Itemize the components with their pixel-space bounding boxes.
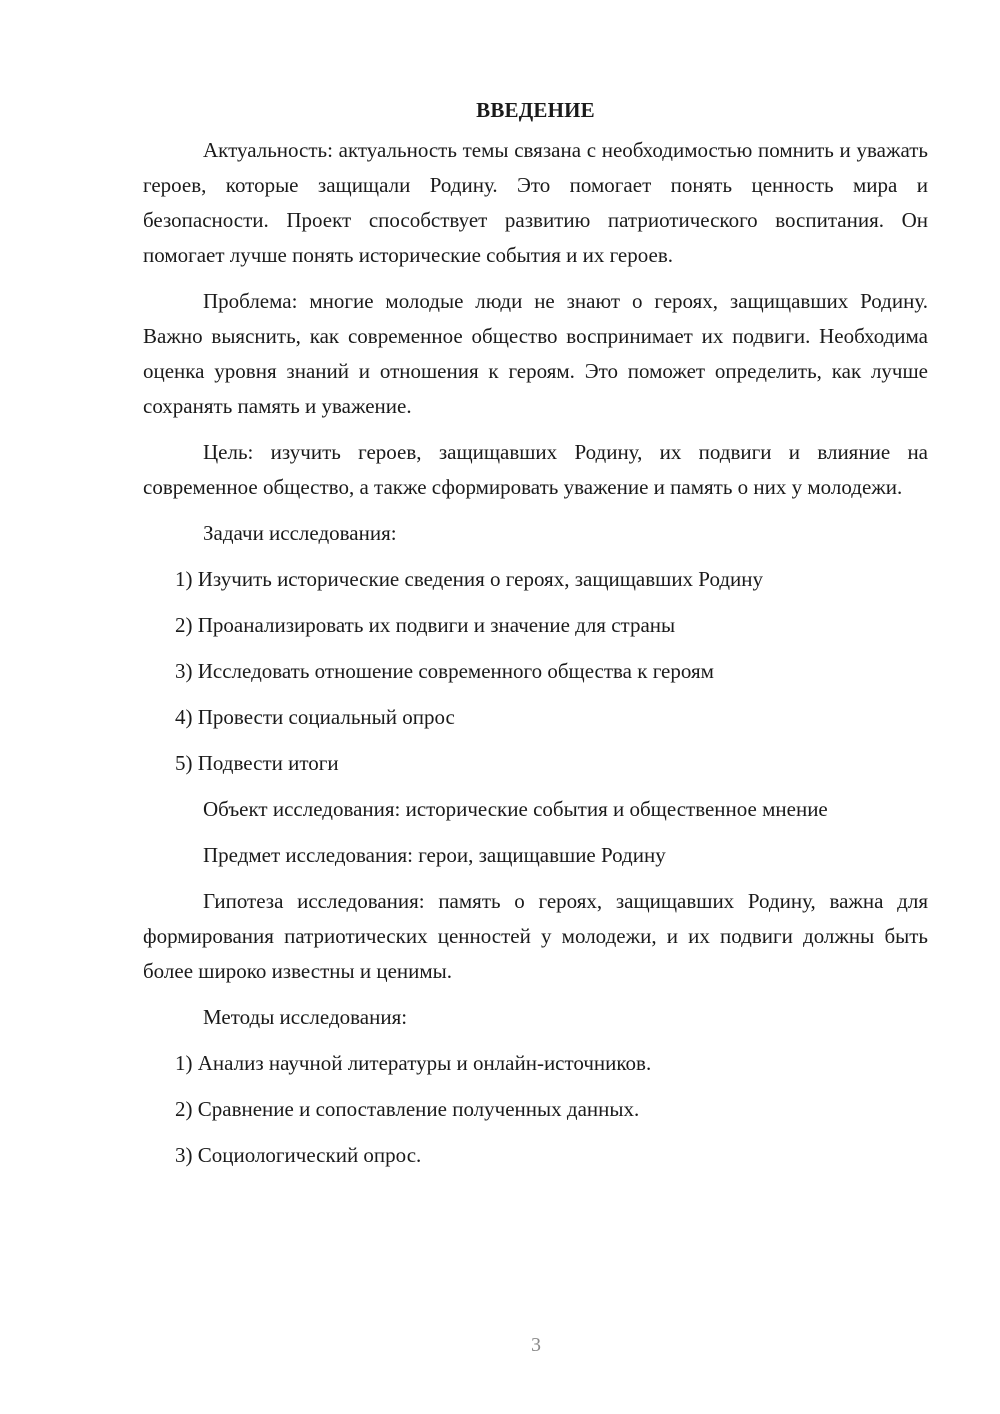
task-item: 3) Исследовать отношение современного общества к героям xyxy=(175,659,714,683)
hypothesis-paragraph: Гипотеза исследования: память о героях, защищавших Родину, важна для формирования патриотических ценностей у молодежи, и их подвиги должны быть более широко известны и ценимы. xyxy=(143,889,928,983)
page-number: 3 xyxy=(531,1334,541,1356)
goal-paragraph: Цель: изучить героев, защищавших Родину, их подвиги и влияние на современное общество, а также сформировать уважение и память о них у молодежи. xyxy=(143,440,928,499)
task-item: 4) Провести социальный опрос xyxy=(175,705,455,729)
problem-paragraph: Проблема: многие молодые люди не знают о героях, защищавших Родину. Важно выяснить, как современное общество воспринимает их подвиги. Необходима оценка уровня знаний и отношения к героям. Это поможет определить, как лучше сохранять память и уважение. xyxy=(143,289,928,418)
page-content xyxy=(143,92,928,1184)
task-item: 5) Подвести итоги xyxy=(175,751,339,775)
method-item: 2) Сравнение и сопоставление полученных данных. xyxy=(175,1097,640,1121)
method-item: 1) Анализ научной литературы и онлайн-источников. xyxy=(175,1051,652,1075)
subject-paragraph: Предмет исследования: герои, защищавшие Родину xyxy=(203,843,666,867)
method-item: 3) Социологический опрос. xyxy=(175,1143,422,1167)
relevance-paragraph: Актуальность: актуальность темы связана с необходимостью помнить и уважать героев, которые защищали Родину. Это помогает понять ценность мира и безопасности. Проект способствует развитию патриотического воспитания. Он помогает лучше понять исторические события и их героев. xyxy=(143,138,928,267)
section-heading: ВВЕДЕНИЕ xyxy=(476,98,595,122)
object-paragraph: Объект исследования: исторические события и общественное мнение xyxy=(203,797,828,821)
task-item: 1) Изучить исторические сведения о героях, защищавших Родину xyxy=(175,567,764,591)
task-item: 2) Проанализировать их подвиги и значение для страны xyxy=(175,613,676,637)
methods-label: Методы исследования: xyxy=(203,1005,408,1029)
tasks-label: Задачи исследования: xyxy=(203,521,397,545)
